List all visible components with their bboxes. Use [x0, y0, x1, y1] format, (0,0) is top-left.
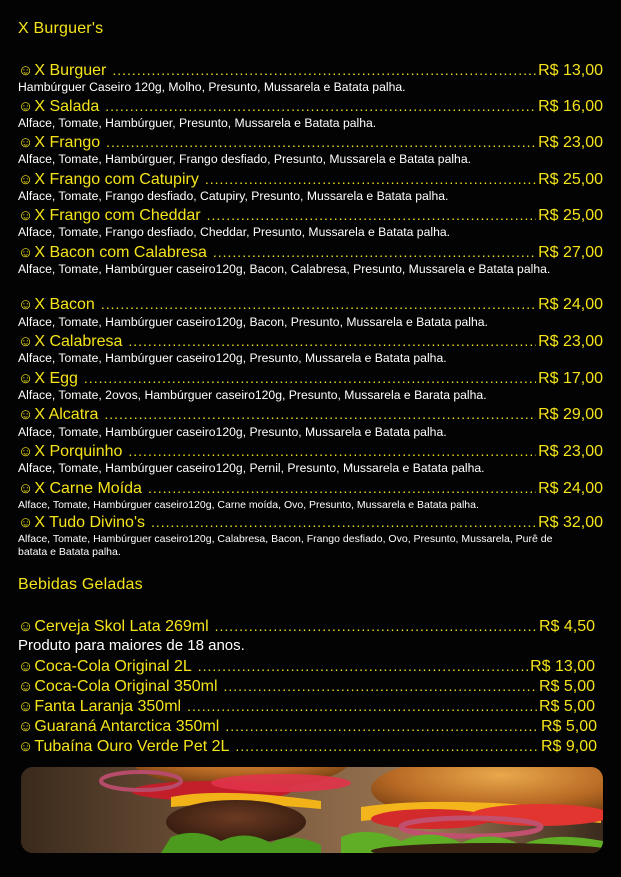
item-price: R$ 16,00: [538, 98, 603, 115]
item-price: R$ 23,00: [538, 333, 603, 350]
dot-leader: [225, 719, 539, 733]
menu-item: [18, 98, 603, 116]
menu-item: [18, 370, 603, 388]
smiley-icon: ☺: [18, 171, 34, 188]
dot-leader: [213, 245, 536, 259]
menu-item: [18, 678, 595, 696]
smiley-icon: ☺: [18, 296, 34, 313]
item-name: X Alcatra: [34, 406, 99, 423]
menu-item: [18, 658, 595, 676]
item-description: Hambúrguer Caseiro 120g, Molho, Presunto, Mussarela e Batata palha.: [18, 80, 406, 94]
smiley-icon: ☺: [18, 738, 34, 755]
smiley-icon: ☺: [18, 618, 34, 635]
item-name: X Carne Moída: [34, 480, 142, 497]
item-name: X Frango com Catupiry: [34, 171, 199, 188]
dot-leader: [215, 619, 537, 633]
menu-item: [18, 698, 595, 716]
menu-item: [18, 207, 603, 225]
item-name: X Tudo Divino's: [34, 514, 145, 531]
smiley-icon: ☺: [18, 370, 34, 387]
item-description: Alface, Tomate, Hambúrguer caseiro120g, Calabresa, Bacon, Frango desfiado, Ovo, Presunto, Mussarela, Purê de batata e Batata palha.: [18, 533, 553, 558]
item-price: R$ 5,00: [538, 698, 595, 715]
menu-item: [18, 514, 603, 532]
menu-item: [18, 134, 603, 152]
item-price: R$ 13,00: [530, 658, 595, 675]
dot-leader: [84, 371, 536, 385]
item-price: R$ 29,00: [538, 406, 603, 423]
smiley-icon: ☺: [18, 207, 34, 224]
age-notice: Produto para maiores de 18 anos.: [18, 637, 245, 654]
item-description: Alface, Tomate, Hambúrguer caseiro120g, Carne moída, Ovo, Presunto, Mussarela e Batata palha.: [18, 499, 479, 511]
menu-item: [18, 244, 603, 262]
item-name: X Frango com Cheddar: [34, 207, 201, 224]
item-price: R$ 4,50: [538, 618, 595, 635]
item-price: R$ 24,00: [538, 480, 603, 497]
menu-item: [18, 171, 603, 189]
smiley-icon: ☺: [18, 658, 34, 675]
item-name: X Salada: [34, 98, 100, 115]
item-name: Fanta Laranja 350ml: [34, 698, 182, 715]
dot-leader: [128, 444, 536, 458]
menu-item: [18, 296, 603, 314]
burger-photo: [21, 767, 603, 853]
smiley-icon: ☺: [18, 98, 34, 115]
item-price: R$ 27,00: [538, 244, 603, 261]
dot-leader: [104, 407, 536, 421]
item-description: Alface, Tomate, Hambúrguer, Frango desfiado, Presunto, Mussarela e Batata palha.: [18, 152, 472, 166]
dot-leader: [205, 172, 536, 186]
smiley-icon: ☺: [18, 244, 34, 261]
drinks-title: Bebidas Geladas: [18, 576, 143, 593]
item-name: X Bacon: [34, 296, 95, 313]
dot-leader: [224, 679, 537, 693]
dot-leader: [106, 135, 536, 149]
dot-leader: [151, 515, 536, 529]
smiley-icon: ☺: [18, 480, 34, 497]
item-price: R$ 24,00: [538, 296, 603, 313]
menu-item: [18, 406, 603, 424]
menu-item: [18, 333, 603, 351]
item-name: Guaraná Antarctica 350ml: [34, 718, 220, 735]
item-description: Alface, Tomate, Frango desfiado, Catupiry, Presunto, Mussarela e Batata palha.: [18, 189, 449, 203]
dot-leader: [128, 334, 536, 348]
item-description: Alface, Tomate, Frango desfiado, Cheddar, Presunto, Mussarela e Batata palha.: [18, 225, 451, 239]
item-price: R$ 9,00: [540, 738, 597, 755]
dot-leader: [235, 739, 539, 753]
menu-item: [18, 738, 597, 756]
menu-item: [18, 480, 603, 498]
smiley-icon: ☺: [18, 62, 34, 79]
smiley-icon: ☺: [18, 406, 34, 423]
item-description: Alface, Tomate, Hambúrguer caseiro120g, Pernil, Presunto, Mussarela e Batata palha.: [18, 461, 485, 475]
item-name: X Porquinho: [34, 443, 123, 460]
item-description: Alface, Tomate, 2ovos, Hambúrguer caseiro120g, Presunto, Mussarela e Barata palha.: [18, 388, 487, 402]
dot-leader: [187, 699, 537, 713]
item-name: X Bacon com Calabresa: [34, 244, 207, 261]
burger-illustration: [21, 767, 603, 853]
item-description: Alface, Tomate, Hambúrguer caseiro120g, Bacon, Calabresa, Presunto, Mussarela e Batata palha.: [18, 262, 551, 276]
item-price: R$ 25,00: [538, 207, 603, 224]
dot-leader: [112, 63, 536, 77]
menu-item: [18, 62, 603, 80]
item-description: Alface, Tomate, Hambúrguer, Presunto, Mussarela e Batata palha.: [18, 116, 377, 130]
menu-item: [18, 618, 595, 636]
smiley-icon: ☺: [18, 443, 34, 460]
smiley-icon: ☺: [18, 678, 34, 695]
item-description: Alface, Tomate, Hambúrguer caseiro120g, Bacon, Presunto, Mussarela e Batata palha.: [18, 315, 488, 329]
item-price: R$ 5,00: [540, 718, 597, 735]
smiley-icon: ☺: [18, 718, 34, 735]
item-price: R$ 23,00: [538, 443, 603, 460]
dot-leader: [105, 99, 536, 113]
item-price: R$ 17,00: [538, 370, 603, 387]
item-name: Coca-Cola Original 350ml: [34, 678, 218, 695]
item-name: Tubaína Ouro Verde Pet 2L: [34, 738, 230, 755]
menu-item: [18, 443, 603, 461]
smiley-icon: ☺: [18, 134, 34, 151]
item-name: X Calabresa: [34, 333, 123, 350]
burgers-title: X Burguer's: [18, 20, 104, 37]
item-name: Coca-Cola Original 2L: [34, 658, 192, 675]
item-price: R$ 32,00: [538, 514, 603, 531]
item-price: R$ 25,00: [538, 171, 603, 188]
smiley-icon: ☺: [18, 514, 34, 531]
item-name: Cerveja Skol Lata 269ml: [34, 618, 209, 635]
smiley-icon: ☺: [18, 333, 34, 350]
item-name: X Burguer: [34, 62, 107, 79]
item-description: Alface, Tomate, Hambúrguer caseiro120g, Presunto, Mussarela e Batata palha.: [18, 425, 447, 439]
item-price: R$ 23,00: [538, 134, 603, 151]
item-price: R$ 5,00: [538, 678, 595, 695]
dot-leader: [198, 659, 528, 673]
menu-item: [18, 718, 597, 736]
item-price: R$ 13,00: [538, 62, 603, 79]
dot-leader: [148, 481, 536, 495]
smiley-icon: ☺: [18, 698, 34, 715]
dot-leader: [207, 208, 536, 222]
item-description: Alface, Tomate, Hambúrguer caseiro120g, Presunto, Mussarela e Batata palha.: [18, 351, 447, 365]
dot-leader: [101, 297, 536, 311]
item-name: X Egg: [34, 370, 78, 387]
item-name: X Frango: [34, 134, 101, 151]
